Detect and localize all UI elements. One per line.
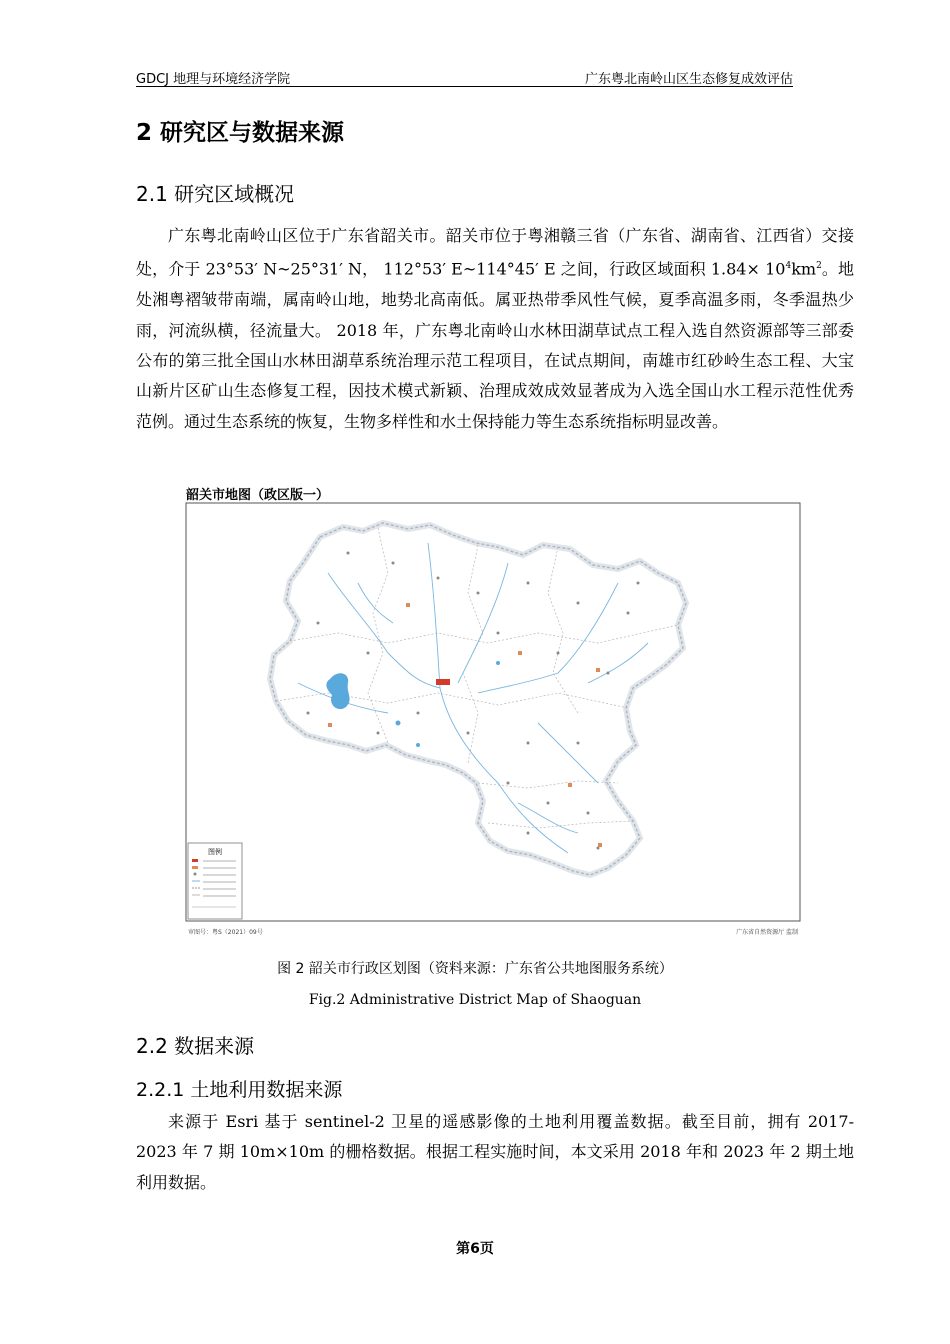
paragraph-study-area-part-a: 广东粤北南岭山区位于广东省韶关市。韶关市位于粤湘赣三省（广东省、湖南省、江西省）交接处，介于 23°53′ N~25°31′ N， 112°53′ E~114°45′ E 之间，行政区域面积 1.84× 10 — [136, 226, 854, 279]
section-title: 2 研究区与数据来源 — [136, 120, 345, 146]
shaoguan-map-svg — [178, 483, 812, 943]
exponent-km: 2 — [816, 261, 822, 272]
legend-title: 图例 — [208, 848, 222, 856]
figure-caption-en: Fig.2 Administrative District Map of Shaoguan — [308, 992, 642, 1008]
subsection-title-2-2: 2.2 数据来源 — [136, 1034, 255, 1058]
map-publisher-note: 广东省自然资源厅 监制 — [736, 929, 798, 936]
shaoguan-map-figure — [178, 483, 812, 943]
subsection-title-2-2-1: 2.2.1 土地利用数据来源 — [136, 1079, 343, 1101]
map-legend — [188, 843, 242, 919]
city-capital-marker — [436, 679, 450, 685]
figure-caption-zh: 图 2 韶关市行政区划图（资料来源：广东省公共地图服务系统） — [277, 961, 673, 977]
exponent-area: 4 — [785, 261, 792, 272]
header-left: GDCJ 地理与环境经济学院 — [136, 72, 291, 87]
paragraph-land-use: 来源于 Esri 基于 sentinel-2 卫星的遥感影像的土地利用覆盖数据。截至目前，拥有 2017-2023 年 7 期 10m×10m 的栅格数据。根据工程实施时间，本文采用 2018 年和 2023 年 2 期土地利用数据。 — [136, 1112, 854, 1192]
paragraph-study-area-part-c: 。地处湘粤褶皱带南端，属南岭山地，地势北高南低。属亚热带季风性气候，夏季高温多雨，冬季温热少雨，河流纵横，径流量大。 2018 年，广东粤北南岭山水林田湖草试点工程入选自然资源部等三部委公布的第三批全国山水林田湖草系统治理示范工程项目，在试点期间，南雄市红砂岭生态工程、大宝山新片区矿山生态修复工程，因技术模式新颖、治理成效成效显著成为入选全国山水工程示范性优秀范例。通过生态系统的恢复，生物多样性和水土保持能力等生态系统指标明显改善。 — [136, 259, 854, 431]
header-right: 广东粤北南岭山区生态修复成效评估 — [584, 72, 793, 87]
subsection-title-2-1: 2.1 研究区域概况 — [136, 182, 295, 206]
map-title: 韶关市地图（政区版一） — [186, 488, 330, 503]
map-approval-note: 审图号：粤S（2021）09号 — [188, 929, 263, 936]
unit-km: km — [791, 259, 817, 279]
page-header — [136, 66, 793, 87]
page-number: 第6页 — [456, 1241, 494, 1257]
paragraph-study-area — [136, 221, 854, 437]
